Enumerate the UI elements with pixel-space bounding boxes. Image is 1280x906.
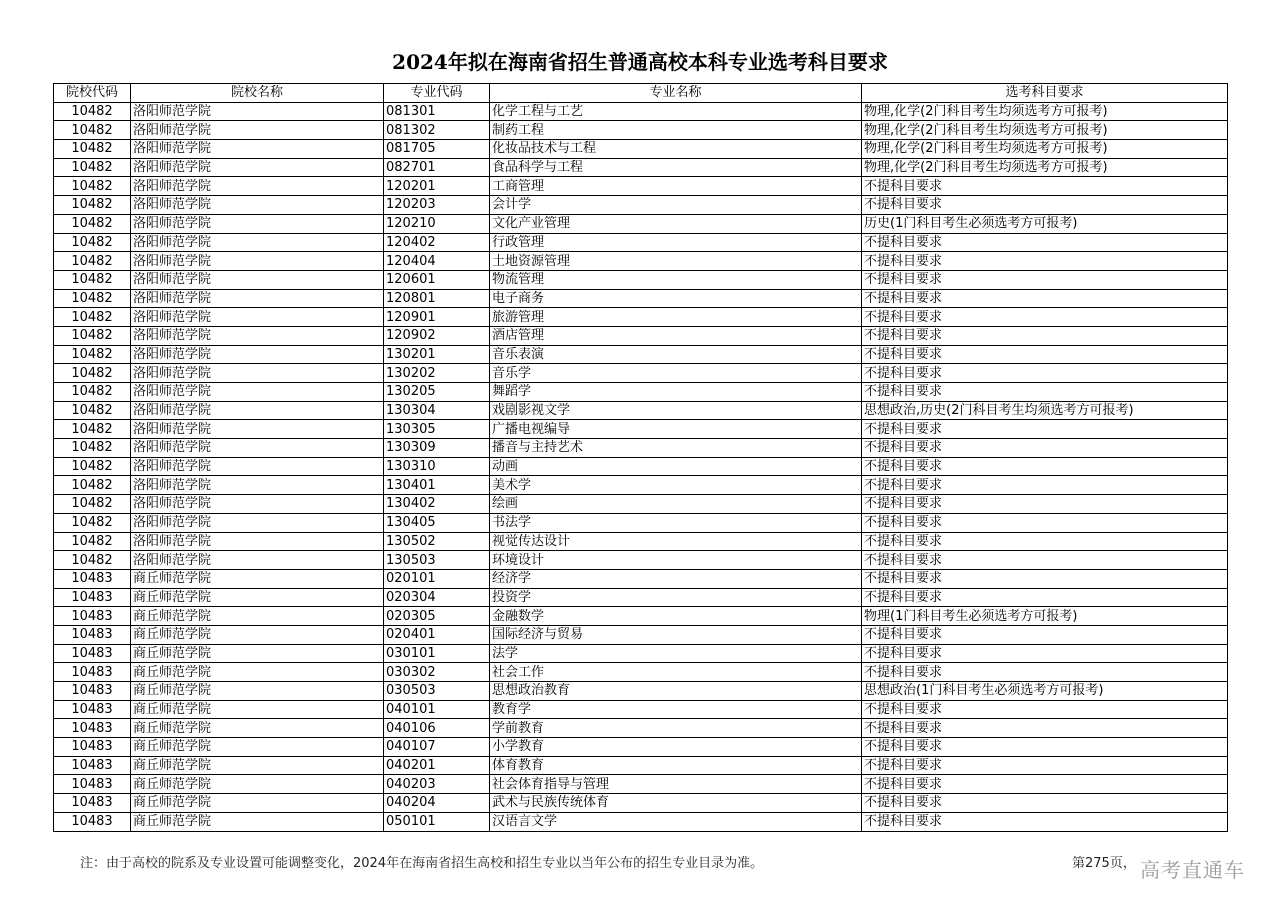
major-code-cell: 082701 (384, 158, 490, 177)
major-code-cell: 030101 (384, 644, 490, 663)
school-name-cell: 商丘师范学院 (131, 663, 384, 682)
school-name-cell: 洛阳师范学院 (131, 121, 384, 140)
table-row (54, 214, 1228, 233)
major-name-cell: 教育学 (490, 700, 862, 719)
school-name-cell: 洛阳师范学院 (131, 214, 384, 233)
major-name-cell: 小学教育 (490, 738, 862, 757)
school-code-cell: 10482 (54, 252, 131, 271)
major-code-cell: 120901 (384, 308, 490, 327)
major-code-cell: 040203 (384, 775, 490, 794)
major-code-cell: 130310 (384, 457, 490, 476)
page-title: 2024年拟在海南省招生普通高校本科专业选考科目要求 (392, 50, 888, 74)
table-row (54, 588, 1228, 607)
header-school-code: 院校代码 (54, 84, 131, 103)
major-code-cell: 120203 (384, 196, 490, 215)
school-code-cell: 10483 (54, 644, 131, 663)
school-code-cell: 10482 (54, 233, 131, 252)
subject-requirement-cell: 不提科目要求 (862, 532, 1228, 551)
subject-requirement-cell: 不提科目要求 (862, 588, 1228, 607)
major-code-cell: 130503 (384, 551, 490, 570)
major-name-cell: 武术与民族传统体育 (490, 794, 862, 813)
table-row (54, 140, 1228, 159)
subject-requirement-cell: 不提科目要求 (862, 308, 1228, 327)
school-code-cell: 10482 (54, 476, 131, 495)
page-number: 第275页， (1072, 856, 1136, 871)
major-code-cell: 120902 (384, 326, 490, 345)
school-code-cell: 10483 (54, 738, 131, 757)
table-row (54, 625, 1228, 644)
school-name-cell: 洛阳师范学院 (131, 177, 384, 196)
major-name-cell: 视觉传达设计 (490, 532, 862, 551)
school-name-cell: 商丘师范学院 (131, 700, 384, 719)
table-row (54, 607, 1228, 626)
school-name-cell: 洛阳师范学院 (131, 233, 384, 252)
school-name-cell: 洛阳师范学院 (131, 158, 384, 177)
major-name-cell: 社会体育指导与管理 (490, 775, 862, 794)
table-row (54, 383, 1228, 402)
major-name-cell: 动画 (490, 457, 862, 476)
major-code-cell: 130201 (384, 345, 490, 364)
school-code-cell: 10482 (54, 121, 131, 140)
major-code-cell: 120402 (384, 233, 490, 252)
school-code-cell: 10483 (54, 756, 131, 775)
major-code-cell: 050101 (384, 812, 490, 831)
school-name-cell: 洛阳师范学院 (131, 532, 384, 551)
major-name-cell: 美术学 (490, 476, 862, 495)
table-body (54, 102, 1228, 831)
school-name-cell: 洛阳师范学院 (131, 345, 384, 364)
major-name-cell: 体育教育 (490, 756, 862, 775)
watermark: 高考直通车 (1140, 858, 1245, 882)
header-school-name: 院校名称 (131, 84, 384, 103)
school-name-cell: 洛阳师范学院 (131, 495, 384, 514)
table-row (54, 569, 1228, 588)
major-code-cell: 130202 (384, 364, 490, 383)
subject-requirement-cell: 不提科目要求 (862, 177, 1228, 196)
major-name-cell: 播音与主持艺术 (490, 439, 862, 458)
school-code-cell: 10482 (54, 495, 131, 514)
school-code-cell: 10482 (54, 513, 131, 532)
major-name-cell: 音乐学 (490, 364, 862, 383)
table-row (54, 326, 1228, 345)
school-code-cell: 10482 (54, 383, 131, 402)
table-row (54, 551, 1228, 570)
table-row (54, 121, 1228, 140)
major-name-cell: 行政管理 (490, 233, 862, 252)
school-code-cell: 10483 (54, 794, 131, 813)
major-name-cell: 广播电视编导 (490, 420, 862, 439)
subject-requirement-cell: 不提科目要求 (862, 476, 1228, 495)
school-name-cell: 洛阳师范学院 (131, 102, 384, 121)
major-code-cell: 020304 (384, 588, 490, 607)
major-name-cell: 旅游管理 (490, 308, 862, 327)
major-code-cell: 130405 (384, 513, 490, 532)
school-code-cell: 10483 (54, 625, 131, 644)
table-row (54, 158, 1228, 177)
subject-requirement-cell: 不提科目要求 (862, 252, 1228, 271)
school-code-cell: 10482 (54, 364, 131, 383)
school-code-cell: 10483 (54, 607, 131, 626)
school-name-cell: 洛阳师范学院 (131, 308, 384, 327)
major-code-cell: 130205 (384, 383, 490, 402)
subject-requirement-cell: 不提科目要求 (862, 812, 1228, 831)
school-code-cell: 10482 (54, 532, 131, 551)
major-name-cell: 土地资源管理 (490, 252, 862, 271)
school-name-cell: 商丘师范学院 (131, 588, 384, 607)
school-name-cell: 洛阳师范学院 (131, 420, 384, 439)
major-code-cell: 120404 (384, 252, 490, 271)
school-code-cell: 10482 (54, 102, 131, 121)
major-name-cell: 舞蹈学 (490, 383, 862, 402)
major-name-cell: 投资学 (490, 588, 862, 607)
school-name-cell: 商丘师范学院 (131, 775, 384, 794)
major-name-cell: 法学 (490, 644, 862, 663)
major-code-cell: 040107 (384, 738, 490, 757)
school-code-cell: 10482 (54, 401, 131, 420)
major-name-cell: 化妆品技术与工程 (490, 140, 862, 159)
table-row (54, 420, 1228, 439)
subject-requirement-cell: 不提科目要求 (862, 551, 1228, 570)
major-name-cell: 工商管理 (490, 177, 862, 196)
major-name-cell: 绘画 (490, 495, 862, 514)
major-name-cell: 经济学 (490, 569, 862, 588)
table-row (54, 196, 1228, 215)
subject-requirement-cell: 不提科目要求 (862, 289, 1228, 308)
major-name-cell: 电子商务 (490, 289, 862, 308)
major-code-cell: 040106 (384, 719, 490, 738)
school-name-cell: 商丘师范学院 (131, 794, 384, 813)
major-code-cell: 130304 (384, 401, 490, 420)
major-name-cell: 化学工程与工艺 (490, 102, 862, 121)
table-row (54, 663, 1228, 682)
major-name-cell: 酒店管理 (490, 326, 862, 345)
table-row (54, 532, 1228, 551)
table-row (54, 794, 1228, 813)
subject-requirement-cell: 物理,化学(2门科目考生均须选考方可报考) (862, 140, 1228, 159)
school-code-cell: 10483 (54, 700, 131, 719)
subject-requirement-cell: 历史(1门科目考生必须选考方可报考) (862, 214, 1228, 233)
school-name-cell: 商丘师范学院 (131, 756, 384, 775)
header-subject-requirement: 选考科目要求 (862, 84, 1228, 103)
table-row (54, 439, 1228, 458)
school-code-cell: 10482 (54, 289, 131, 308)
major-code-cell: 120601 (384, 270, 490, 289)
table-row (54, 644, 1228, 663)
major-name-cell: 环境设计 (490, 551, 862, 570)
school-name-cell: 洛阳师范学院 (131, 364, 384, 383)
school-code-cell: 10482 (54, 420, 131, 439)
school-code-cell: 10482 (54, 270, 131, 289)
major-code-cell: 040101 (384, 700, 490, 719)
table-row (54, 513, 1228, 532)
school-name-cell: 商丘师范学院 (131, 738, 384, 757)
school-code-cell: 10482 (54, 308, 131, 327)
school-name-cell: 洛阳师范学院 (131, 476, 384, 495)
subject-requirement-cell: 思想政治,历史(2门科目考生均须选考方可报考) (862, 401, 1228, 420)
table-row (54, 457, 1228, 476)
major-code-cell: 030302 (384, 663, 490, 682)
header-major-name: 专业名称 (490, 84, 862, 103)
school-code-cell: 10482 (54, 326, 131, 345)
major-name-cell: 社会工作 (490, 663, 862, 682)
school-name-cell: 商丘师范学院 (131, 719, 384, 738)
subject-requirement-cell: 不提科目要求 (862, 775, 1228, 794)
subject-requirement-cell: 思想政治(1门科目考生必须选考方可报考) (862, 682, 1228, 701)
major-name-cell: 思想政治教育 (490, 682, 862, 701)
school-name-cell: 商丘师范学院 (131, 644, 384, 663)
table-row (54, 775, 1228, 794)
header-major-code: 专业代码 (384, 84, 490, 103)
school-name-cell: 商丘师范学院 (131, 607, 384, 626)
subject-requirement-cell: 不提科目要求 (862, 457, 1228, 476)
major-name-cell: 国际经济与贸易 (490, 625, 862, 644)
major-code-cell: 130401 (384, 476, 490, 495)
school-code-cell: 10483 (54, 663, 131, 682)
school-name-cell: 洛阳师范学院 (131, 270, 384, 289)
major-name-cell: 汉语言文学 (490, 812, 862, 831)
table-header-row (54, 84, 1228, 103)
table-row (54, 401, 1228, 420)
subject-requirement-cell: 不提科目要求 (862, 326, 1228, 345)
admission-requirements-table (53, 83, 1228, 832)
school-code-cell: 10483 (54, 569, 131, 588)
table-row (54, 364, 1228, 383)
subject-requirement-cell: 不提科目要求 (862, 794, 1228, 813)
table-row (54, 102, 1228, 121)
subject-requirement-cell: 不提科目要求 (862, 196, 1228, 215)
school-code-cell: 10482 (54, 439, 131, 458)
school-code-cell: 10482 (54, 457, 131, 476)
major-code-cell: 120201 (384, 177, 490, 196)
school-code-cell: 10482 (54, 214, 131, 233)
subject-requirement-cell: 不提科目要求 (862, 420, 1228, 439)
subject-requirement-cell: 不提科目要求 (862, 364, 1228, 383)
table-row (54, 495, 1228, 514)
school-name-cell: 洛阳师范学院 (131, 439, 384, 458)
major-code-cell: 081302 (384, 121, 490, 140)
school-code-cell: 10482 (54, 177, 131, 196)
major-name-cell: 学前教育 (490, 719, 862, 738)
table-row (54, 345, 1228, 364)
school-code-cell: 10483 (54, 719, 131, 738)
subject-requirement-cell: 不提科目要求 (862, 663, 1228, 682)
table-row (54, 700, 1228, 719)
subject-requirement-cell: 不提科目要求 (862, 513, 1228, 532)
subject-requirement-cell: 不提科目要求 (862, 270, 1228, 289)
major-code-cell: 020305 (384, 607, 490, 626)
table-row (54, 177, 1228, 196)
school-code-cell: 10482 (54, 345, 131, 364)
table-row (54, 233, 1228, 252)
major-code-cell: 040204 (384, 794, 490, 813)
major-name-cell: 制药工程 (490, 121, 862, 140)
major-code-cell: 130402 (384, 495, 490, 514)
subject-requirement-cell: 不提科目要求 (862, 439, 1228, 458)
major-name-cell: 金融数学 (490, 607, 862, 626)
major-name-cell: 会计学 (490, 196, 862, 215)
table-row (54, 738, 1228, 757)
subject-requirement-cell: 不提科目要求 (862, 495, 1228, 514)
school-name-cell: 洛阳师范学院 (131, 513, 384, 532)
subject-requirement-cell: 物理,化学(2门科目考生均须选考方可报考) (862, 102, 1228, 121)
major-code-cell: 081301 (384, 102, 490, 121)
school-name-cell: 洛阳师范学院 (131, 457, 384, 476)
table-row (54, 289, 1228, 308)
major-code-cell: 130309 (384, 439, 490, 458)
major-name-cell: 书法学 (490, 513, 862, 532)
subject-requirement-cell: 不提科目要求 (862, 345, 1228, 364)
table-row (54, 270, 1228, 289)
school-name-cell: 洛阳师范学院 (131, 196, 384, 215)
major-name-cell: 音乐表演 (490, 345, 862, 364)
school-code-cell: 10483 (54, 588, 131, 607)
school-code-cell: 10483 (54, 812, 131, 831)
subject-requirement-cell: 不提科目要求 (862, 569, 1228, 588)
school-name-cell: 洛阳师范学院 (131, 252, 384, 271)
table-row (54, 308, 1228, 327)
major-code-cell: 120801 (384, 289, 490, 308)
school-name-cell: 商丘师范学院 (131, 682, 384, 701)
school-code-cell: 10483 (54, 775, 131, 794)
subject-requirement-cell: 不提科目要求 (862, 719, 1228, 738)
major-code-cell: 030503 (384, 682, 490, 701)
subject-requirement-cell: 物理,化学(2门科目考生均须选考方可报考) (862, 158, 1228, 177)
school-code-cell: 10482 (54, 158, 131, 177)
school-name-cell: 商丘师范学院 (131, 569, 384, 588)
major-code-cell: 081705 (384, 140, 490, 159)
subject-requirement-cell: 不提科目要求 (862, 700, 1228, 719)
school-name-cell: 商丘师范学院 (131, 625, 384, 644)
subject-requirement-cell: 不提科目要求 (862, 625, 1228, 644)
table-row (54, 719, 1228, 738)
table-row (54, 476, 1228, 495)
school-name-cell: 洛阳师范学院 (131, 289, 384, 308)
school-name-cell: 洛阳师范学院 (131, 140, 384, 159)
major-code-cell: 130305 (384, 420, 490, 439)
school-name-cell: 洛阳师范学院 (131, 383, 384, 402)
subject-requirement-cell: 不提科目要求 (862, 644, 1228, 663)
subject-requirement-cell: 不提科目要求 (862, 756, 1228, 775)
table-row (54, 682, 1228, 701)
subject-requirement-cell: 不提科目要求 (862, 233, 1228, 252)
major-code-cell: 130502 (384, 532, 490, 551)
school-name-cell: 洛阳师范学院 (131, 326, 384, 345)
major-code-cell: 120210 (384, 214, 490, 233)
subject-requirement-cell: 物理,化学(2门科目考生均须选考方可报考) (862, 121, 1228, 140)
school-code-cell: 10482 (54, 551, 131, 570)
school-name-cell: 洛阳师范学院 (131, 551, 384, 570)
school-code-cell: 10483 (54, 682, 131, 701)
major-name-cell: 物流管理 (490, 270, 862, 289)
subject-requirement-cell: 不提科目要求 (862, 383, 1228, 402)
major-code-cell: 020101 (384, 569, 490, 588)
major-code-cell: 020401 (384, 625, 490, 644)
footnote: 注：由于高校的院系及专业设置可能调整变化，2024年在海南省招生高校和招生专业以当年公布的招生专业目录为准。 (80, 856, 764, 871)
school-code-cell: 10482 (54, 196, 131, 215)
table-row (54, 812, 1228, 831)
major-name-cell: 文化产业管理 (490, 214, 862, 233)
subject-requirement-cell: 不提科目要求 (862, 738, 1228, 757)
school-name-cell: 洛阳师范学院 (131, 401, 384, 420)
major-name-cell: 食品科学与工程 (490, 158, 862, 177)
school-name-cell: 商丘师范学院 (131, 812, 384, 831)
major-name-cell: 戏剧影视文学 (490, 401, 862, 420)
major-code-cell: 040201 (384, 756, 490, 775)
subject-requirement-cell: 物理(1门科目考生必须选考方可报考) (862, 607, 1228, 626)
table-row (54, 252, 1228, 271)
table-row (54, 756, 1228, 775)
school-code-cell: 10482 (54, 140, 131, 159)
